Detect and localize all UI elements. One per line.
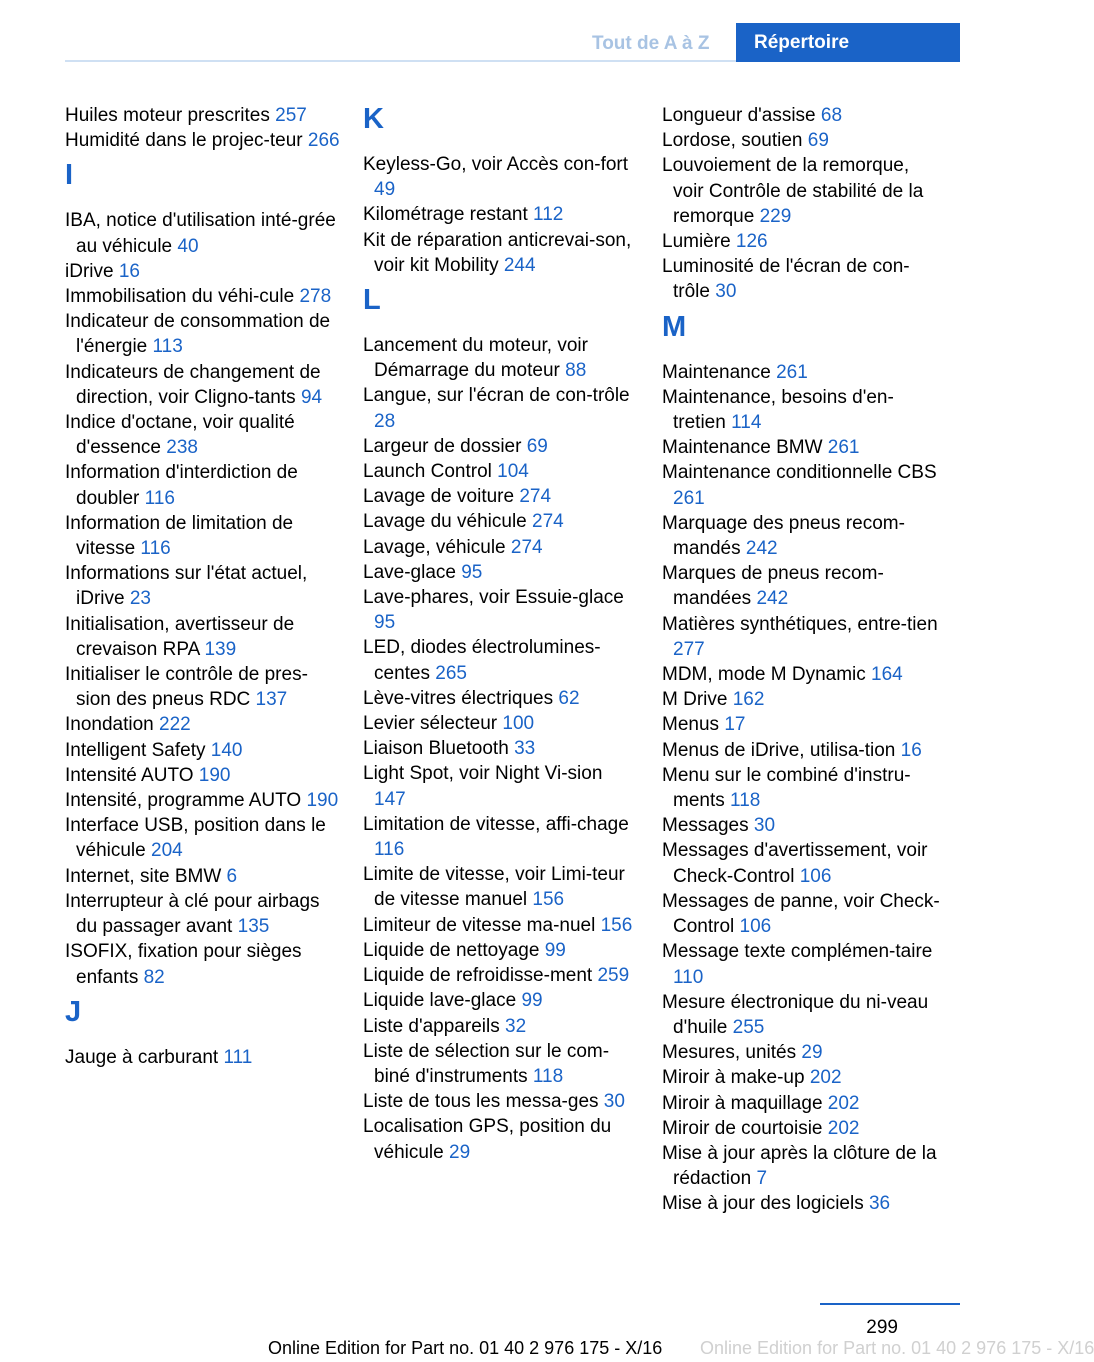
index-entry [65, 360, 340, 410]
page-link[interactable]: 244 [503, 254, 536, 276]
entry-term: Messages de panne, voir Check-Control [662, 890, 940, 938]
page-link[interactable]: 202 [827, 1117, 860, 1139]
entry-term: Inondation [65, 714, 160, 736]
section-letter: I [65, 159, 74, 192]
page-link[interactable]: 62 [558, 687, 580, 709]
page-link[interactable]: 16 [118, 260, 140, 282]
index-entry [65, 128, 340, 153]
entry-term: Interface USB, position dans le véhicule [65, 815, 326, 862]
index-entry [65, 460, 340, 510]
index-entry [363, 812, 633, 862]
entry-term: Mise à jour des logiciels [662, 1193, 869, 1215]
index-entry [65, 284, 340, 309]
entry-term: Liste d'appareils [363, 1015, 505, 1037]
entry-term: M Drive [662, 689, 733, 711]
page-link[interactable]: 23 [129, 588, 151, 610]
page-link[interactable]: 162 [732, 689, 765, 711]
page-link[interactable]: 202 [827, 1092, 860, 1114]
entry-term: Informations sur l'état actuel, iDrive [65, 563, 308, 610]
page-link[interactable]: 156 [532, 889, 565, 911]
page-link[interactable]: 118 [730, 790, 761, 812]
entry-term: Information de limitation de vitesse [65, 512, 294, 560]
index-entry [662, 103, 940, 128]
section-letter: J [65, 995, 82, 1028]
page-link[interactable]: 274 [532, 511, 564, 533]
index-entry [363, 686, 633, 711]
entry-term: Lavage de voiture [363, 486, 520, 508]
page-link[interactable]: 36 [868, 1193, 891, 1215]
entry-term: Mise à jour après la clôture de la rédaction [662, 1142, 937, 1190]
index-entry [65, 939, 340, 989]
index-entry [662, 360, 940, 385]
index-column-1 [65, 103, 340, 1070]
footer-rule [820, 1303, 960, 1305]
page-link[interactable]: 164 [871, 664, 903, 686]
index-entry [65, 889, 340, 939]
page-link[interactable]: 261 [776, 361, 808, 383]
entry-term: Mesure électronique du ni‐veau d'huile [662, 991, 929, 1038]
page-link[interactable]: 113 [152, 336, 183, 358]
entry-term: Indicateur de consommation de l'énergie [65, 311, 331, 358]
entry-term: Miroir à maquillage [662, 1092, 828, 1114]
entry-term: Message texte complémen‐taire [662, 941, 933, 963]
entry-term: IBA, notice d'utilisation inté‐grée au véhicule [65, 210, 336, 257]
page-link[interactable]: 116 [374, 839, 405, 861]
page-link[interactable]: 7 [756, 1168, 768, 1190]
index-entry [363, 484, 633, 509]
page-link[interactable]: 29 [801, 1042, 823, 1064]
index-entry [662, 1091, 940, 1116]
index-entry [363, 434, 633, 459]
entry-term: Liquide lave-glace [363, 990, 522, 1012]
entry-term: Langue, sur l'écran de con‐trôle [363, 385, 630, 407]
index-entry [65, 103, 340, 128]
page-link[interactable]: 40 [177, 235, 199, 257]
page-number: 299 [866, 1317, 898, 1338]
entry-term: Marquage des pneus recom‐mandés [662, 512, 905, 560]
entry-term: Louvoiement de la remorque, voir Contrôle de stabilité de la remorque [662, 155, 924, 227]
index-entry [363, 202, 633, 227]
page-link[interactable]: 110 [673, 966, 704, 988]
watermark: Online Edition for Part no. 01 40 2 976 175 - X/16 [700, 1338, 1094, 1358]
page-link[interactable]: 242 [745, 538, 778, 560]
page-link[interactable]: 255 [732, 1016, 765, 1038]
entry-term: Lavage, véhicule [363, 536, 511, 558]
index-entry [662, 254, 940, 304]
entry-term: Levier sélecteur [363, 713, 503, 735]
header-tab-repertoire[interactable]: Répertoire [736, 23, 960, 62]
page-link[interactable]: 69 [807, 130, 829, 152]
entry-term: Matières synthétiques, entre‐tien [662, 613, 938, 635]
entry-term: Internet, site BMW [65, 865, 227, 887]
entry-term: Light Spot, voir Night Vi‐sion [363, 763, 603, 785]
index-entry [662, 128, 940, 153]
page-link[interactable]: 204 [151, 840, 183, 862]
index-entry [363, 1114, 633, 1164]
index-entry [363, 560, 633, 585]
index-entry [363, 736, 633, 761]
index-entry [363, 635, 633, 685]
entry-term: Localisation GPS, position du véhicule [363, 1116, 612, 1163]
page-link[interactable]: 30 [715, 281, 737, 303]
entry-term: Menus de iDrive, utilisa‐tion [662, 739, 901, 761]
page-link[interactable]: 30 [603, 1091, 625, 1113]
section-letter: M [662, 310, 687, 343]
entry-term: Luminosité de l'écran de con‐trôle [662, 256, 910, 303]
entry-term: Lordose, soutien [662, 130, 808, 152]
page-link[interactable]: 190 [198, 764, 231, 786]
entry-term: Launch Control [363, 461, 498, 483]
page-link[interactable]: 104 [497, 461, 529, 483]
page-link[interactable]: 99 [544, 939, 566, 961]
page-link[interactable]: 274 [519, 486, 552, 508]
page-link[interactable]: 137 [255, 689, 288, 711]
page-link[interactable]: 94 [300, 386, 323, 408]
entry-term: Mesures, unités [662, 1042, 802, 1064]
index-entry [662, 385, 940, 435]
entry-term: Initialiser le contrôle de pres‐sion des pneus RDC [65, 664, 308, 711]
page-link[interactable]: 261 [673, 487, 705, 509]
index-entry [662, 712, 940, 737]
index-entry [65, 511, 340, 561]
page-link[interactable]: 33 [514, 738, 536, 760]
page-link[interactable]: 112 [533, 204, 564, 226]
entry-term: Messages [662, 815, 754, 837]
index-entry [363, 988, 633, 1013]
index-entry [662, 1040, 940, 1065]
page-link[interactable]: 259 [597, 965, 630, 987]
index-entry [662, 229, 940, 254]
index-entry [363, 1039, 633, 1089]
index-entry [65, 410, 340, 460]
entry-term: Liste de sélection sur le com‐biné d'instruments [363, 1040, 610, 1087]
index-entry [65, 864, 340, 889]
page-link[interactable]: 17 [724, 714, 746, 736]
page-link[interactable]: 6 [226, 865, 238, 887]
index-entry [662, 738, 940, 763]
index-entry [662, 153, 940, 229]
edition-footer: Online Edition for Part no. 01 40 2 976 175 - X/16 [268, 1338, 663, 1358]
index-entry [363, 535, 633, 560]
page-link[interactable]: 242 [756, 588, 789, 610]
page-link[interactable]: 135 [237, 916, 270, 938]
index-entry [662, 460, 940, 510]
page-link[interactable]: 274 [510, 536, 543, 558]
page-link[interactable]: 229 [759, 205, 792, 227]
entry-term: Intensité, programme AUTO [65, 790, 307, 812]
index-column-3 [662, 103, 940, 1217]
page-link[interactable]: 278 [299, 286, 332, 308]
entry-term: Menu sur le combiné d'instru‐ments [662, 764, 911, 812]
page-link[interactable]: 118 [532, 1065, 564, 1087]
entry-term: Liquide de nettoyage [363, 939, 545, 961]
section-letter: L [363, 284, 381, 317]
page-link[interactable]: 202 [809, 1067, 842, 1089]
index-entry [65, 208, 340, 258]
index-entry [363, 938, 633, 963]
entry-term: Longueur d'assise [662, 105, 821, 126]
index-entry [662, 813, 940, 838]
page-link[interactable]: 68 [820, 105, 843, 126]
index-entry [662, 511, 940, 561]
index-entry [65, 259, 340, 284]
entry-term: Maintenance, besoins d'en‐tretien [662, 386, 894, 434]
index-entry [65, 612, 340, 662]
index-entry [363, 383, 633, 433]
index-entry [65, 813, 340, 863]
page-link[interactable]: 99 [521, 990, 543, 1012]
entry-term: Keyless-Go, voir Accès con‐fort [363, 154, 629, 175]
entry-term: Limite de vitesse, voir Limi‐teur de vitesse manuel [363, 864, 625, 911]
index-entry [363, 862, 633, 912]
page-link[interactable]: 49 [374, 179, 396, 201]
index-entry [363, 761, 633, 811]
page-link[interactable]: 126 [735, 231, 768, 253]
index-entry [363, 711, 633, 736]
entry-term: Intensité AUTO [65, 764, 199, 786]
page-link[interactable]: 95 [374, 612, 396, 634]
index-entry [662, 990, 940, 1040]
entry-term: Messages d'avertissement, voir Check-Control [662, 840, 928, 887]
entry-term: Lave-glace [363, 561, 462, 583]
index-entry [363, 913, 633, 938]
page-link[interactable]: 261 [827, 437, 860, 459]
entry-term: Huiles moteur prescrites [65, 105, 276, 126]
entry-term: MDM, mode M Dynamic [662, 664, 872, 686]
page-link[interactable]: 116 [144, 487, 175, 509]
page-link[interactable]: 238 [166, 437, 198, 459]
page-link[interactable]: 28 [374, 410, 396, 432]
entry-term: Information d'interdiction de doubler [65, 462, 298, 509]
index-entry [65, 1045, 340, 1070]
page-link[interactable]: 32 [505, 1015, 527, 1037]
index-entry [662, 889, 940, 939]
section-letter: K [363, 103, 384, 135]
index-entry [662, 939, 940, 989]
entry-term: iDrive [65, 260, 119, 282]
page-link[interactable]: 140 [210, 739, 243, 761]
entry-term: Jauge à carburant [65, 1046, 224, 1068]
page-link[interactable]: 156 [600, 914, 633, 936]
index-entry [363, 1014, 633, 1039]
entry-term: Lave-phares, voir Essuie-glace [363, 587, 624, 609]
index-entry [363, 459, 633, 484]
page-link[interactable]: 88 [565, 360, 587, 382]
entry-term: Liste de tous les messa‐ges [363, 1091, 604, 1113]
entry-term: Liquide de refroidisse‐ment [363, 965, 598, 987]
index-entry [662, 561, 940, 611]
index-entry [65, 788, 340, 813]
entry-term: ISOFIX, fixation pour sièges enfants [65, 941, 302, 988]
entry-term: Kilométrage restant [363, 204, 534, 226]
index-entry [363, 228, 633, 278]
index-entry [363, 509, 633, 534]
page-link[interactable]: 106 [739, 916, 772, 938]
entry-term: Lève-vitres électriques [363, 687, 559, 709]
index-entry [662, 687, 940, 712]
index-entry [363, 152, 633, 202]
entry-term: Liaison Bluetooth [363, 738, 515, 760]
index-entry [662, 1141, 940, 1191]
page-link[interactable]: 114 [731, 412, 762, 434]
entry-term: Miroir de courtoisie [662, 1117, 828, 1139]
entry-term: Immobilisation du véhi‐cule [65, 286, 300, 308]
page-link[interactable]: 222 [159, 714, 191, 736]
page-link[interactable]: 82 [143, 966, 165, 988]
page-link[interactable]: 100 [502, 713, 535, 735]
entry-term: Lumière [662, 231, 736, 253]
index-entry [65, 712, 340, 737]
index-entry [662, 1191, 940, 1216]
entry-term: Humidité dans le projec‐teur [65, 130, 308, 152]
page-link[interactable]: 277 [673, 638, 705, 660]
index-entry [65, 561, 340, 611]
index-entry [662, 763, 940, 813]
index-entry [662, 435, 940, 460]
index-entry [363, 1089, 633, 1114]
index-entry [662, 1065, 940, 1090]
index-entry [662, 662, 940, 687]
page-link[interactable]: 265 [435, 662, 467, 684]
page-link[interactable]: 190 [306, 790, 339, 812]
index-entry [65, 763, 340, 788]
entry-term: Interrupteur à clé pour airbags du passager avant [65, 890, 320, 938]
header-link-a-to-z[interactable]: Tout de A à Z [592, 33, 710, 54]
entry-term: Marques de pneus recom‐mandées [662, 563, 884, 610]
page-link[interactable]: 30 [753, 815, 776, 837]
entry-term: Intelligent Safety [65, 739, 211, 761]
entry-term: Largeur de dossier [363, 435, 527, 457]
entry-term: Indicateurs de changement de direction, voir Cligno‐tants [65, 361, 321, 408]
page-link[interactable]: 147 [374, 788, 406, 810]
page-link[interactable]: 16 [900, 739, 922, 761]
page-link[interactable]: 69 [526, 435, 548, 457]
entry-term: Menus [662, 714, 725, 736]
index-entry [363, 963, 633, 988]
entry-term: Kit de réparation anticrevai‐son, voir kit Mobility [363, 229, 632, 276]
entry-term: Maintenance [662, 361, 777, 383]
index-entry [65, 738, 340, 763]
page-link[interactable]: 111 [223, 1046, 253, 1068]
entry-term: Maintenance conditionnelle CBS [662, 462, 937, 484]
entry-term: Indice d'octane, voir qualité d'essence [65, 412, 295, 459]
index-entry [662, 838, 940, 888]
page-link[interactable]: 106 [799, 865, 832, 887]
index-entry [65, 662, 340, 712]
index-entry [662, 612, 940, 662]
entry-term: LED, diodes électrolumines‐centes [363, 637, 601, 684]
page-link[interactable]: 29 [449, 1141, 471, 1163]
page-link[interactable]: 257 [275, 105, 307, 126]
page-link[interactable]: 139 [204, 638, 237, 660]
entry-term: Lavage du véhicule [363, 511, 533, 533]
index-entry [363, 333, 633, 383]
page-link[interactable]: 116 [140, 538, 171, 560]
entry-term: Miroir à make-up [662, 1067, 810, 1089]
entry-term: Lancement du moteur, voir Démarrage du moteur [363, 335, 588, 382]
entry-term: Limitation de vitesse, affi‐chage [363, 813, 629, 835]
entry-term: Initialisation, avertisseur de crevaison RPA [65, 613, 295, 660]
index-entry [662, 1116, 940, 1141]
index-column-2 [363, 103, 633, 1165]
index-entry [65, 309, 340, 359]
index-entry [363, 585, 633, 635]
page-link[interactable]: 95 [461, 561, 483, 583]
entry-term: Maintenance BMW [662, 437, 828, 459]
page-link[interactable]: 266 [307, 130, 340, 152]
entry-term: Limiteur de vitesse ma‐nuel [363, 914, 601, 936]
